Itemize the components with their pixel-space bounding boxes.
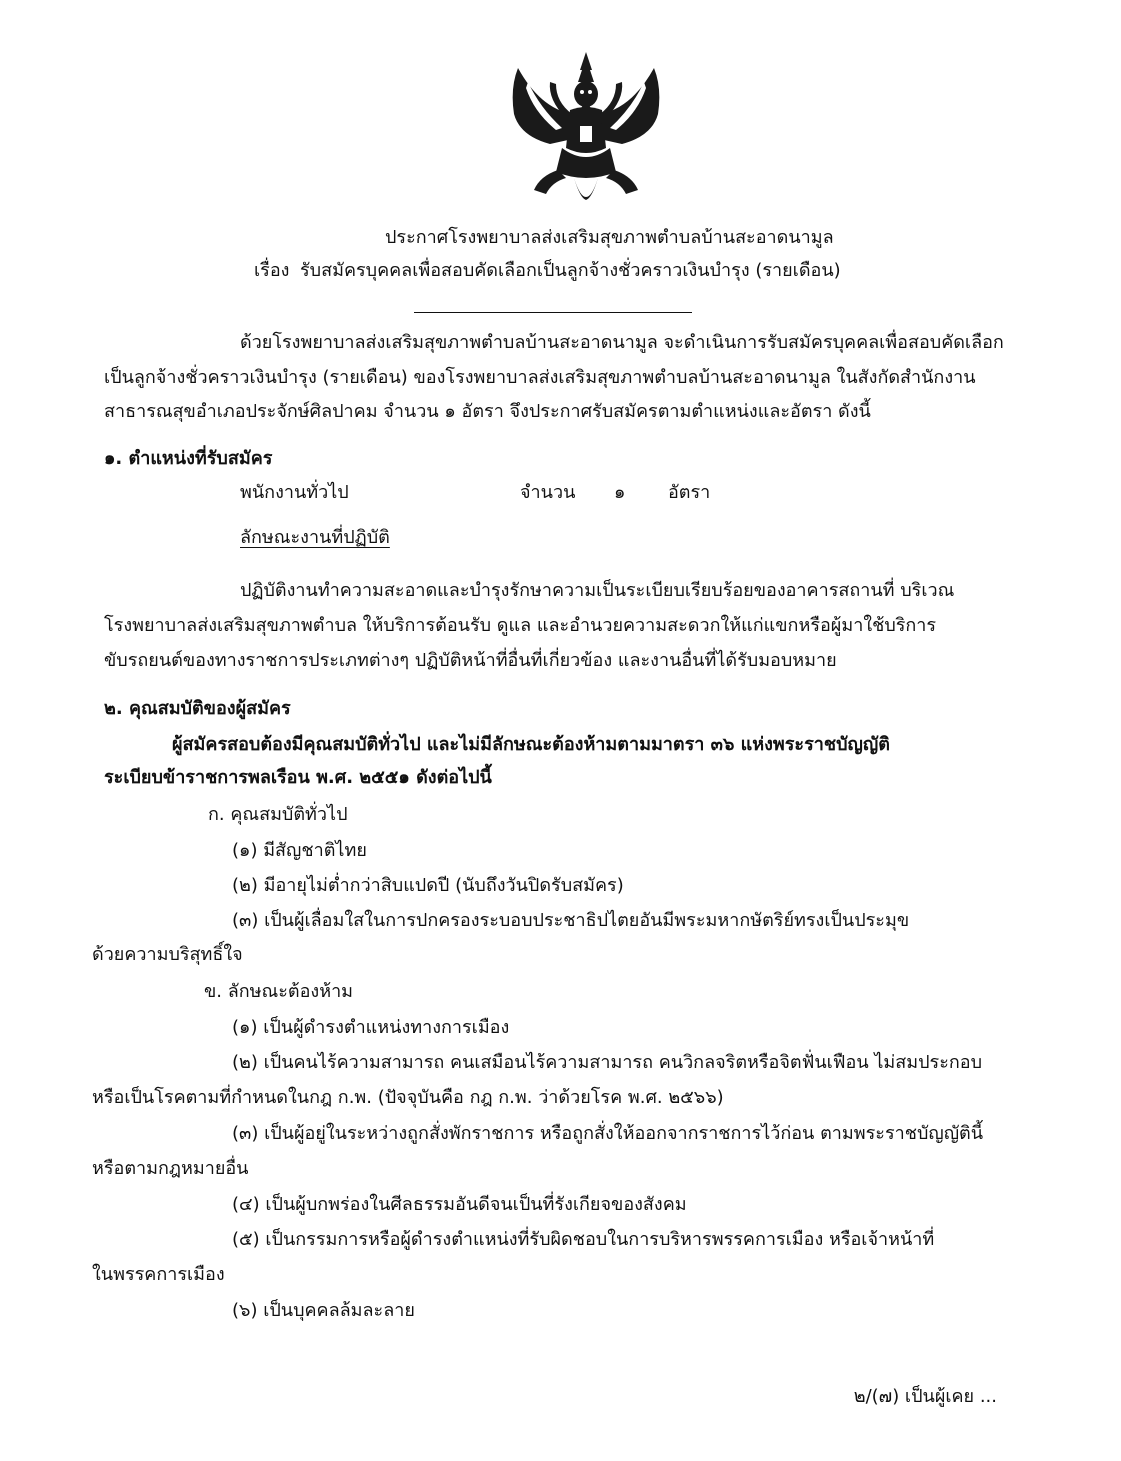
duties-line-3: ขับรถยนต์ของทางราชการประเภทต่างๆ ปฏิบัติหน้าที่อื่นที่เกี่ยวข้อง และงานอื่นที่ได้รับมอบหมาย — [104, 650, 837, 671]
prohibited-item-3: (๓) เป็นผู้อยู่ในระหว่างถูกสั่งพักราชการ หรือถูกสั่งให้ออกจากราชการไว้ก่อน ตามพระราชบัญญัตินี้ — [232, 1123, 984, 1144]
intro-line-1: ด้วยโรงพยาบาลส่งเสริมสุขภาพตำบลบ้านสะอาดนามูล จะดำเนินการรับสมัครบุคคลเพื่อสอบคัดเลือก — [240, 332, 1004, 353]
prohibited-item-5: (๕) เป็นกรรมการหรือผู้ดำรงตำแหน่งที่รับผิดชอบในการบริหารพรรคการเมือง หรือเจ้าหน้าที่ — [232, 1229, 935, 1250]
prohibited-item-2-cont: หรือเป็นโรคตามที่กำหนดในกฎ ก.พ. (ปัจจุบันคือ กฎ ก.พ. ว่าด้วยโรค พ.ศ. ๒๕๖๖) — [92, 1087, 724, 1108]
prohibited-item-6: (๖) เป็นบุคคลล้มละลาย — [232, 1300, 415, 1321]
prohibited-item-1: (๑) เป็นผู้ดำรงตำแหน่งทางการเมือง — [232, 1017, 510, 1038]
prohibited-item-5-cont: ในพรรคการเมือง — [92, 1264, 225, 1285]
general-item-1: (๑) มีสัญชาติไทย — [232, 840, 367, 861]
prohibited-heading: ข. ลักษณะต้องห้าม — [204, 981, 354, 1002]
page-continuation: ๒/(๗) เป็นผู้เคย ... — [853, 1386, 997, 1407]
position-unit: อัตรา — [668, 482, 711, 503]
duties-heading: ลักษณะงานที่ปฏิบัติ — [240, 527, 390, 548]
garuda-emblem-icon — [500, 48, 672, 218]
general-item-3: (๓) เป็นผู้เลื่อมใสในการปกครองระบอบประชาธิปไตยอันมีพระมหากษัตริย์ทรงเป็นประมุข — [232, 910, 910, 931]
subject-label: เรื่อง — [254, 260, 290, 281]
prohibited-item-4: (๔) เป็นผู้บกพร่องในศีลธรรมอันดีจนเป็นที่รังเกียจของสังคม — [232, 1194, 687, 1215]
prohibited-item-2: (๒) เป็นคนไร้ความสามารถ คนเสมือนไร้ความสามารถ คนวิกลจริตหรือจิตฟั่นเฟือน ไม่สมประกอบ — [232, 1052, 983, 1073]
announcement-title: ประกาศโรงพยาบาลส่งเสริมสุขภาพตำบลบ้านสะอาดนามูล — [385, 227, 834, 248]
general-qualifications-heading: ก. คุณสมบัติทั่วไป — [208, 804, 348, 825]
duties-line-1: ปฏิบัติงานทำความสะอาดและบำรุงรักษาความเป็นระเบียบเรียบร้อยของอาคารสถานที่ บริเวณ — [240, 580, 955, 601]
announcement-subject: รับสมัครบุคคลเพื่อสอบคัดเลือกเป็นลูกจ้างชั่วคราวเงินบำรุง (รายเดือน) — [300, 260, 841, 281]
intro-line-2: เป็นลูกจ้างชั่วคราวเงินบำรุง (รายเดือน) ของโรงพยาบาลส่งเสริมสุขภาพตำบลบ้านสะอาดนามูล ในสังกัดสำนักงาน — [104, 367, 976, 388]
position-name: พนักงานทั่วไป — [240, 482, 349, 503]
section-1-heading: ๑. ตำแหน่งที่รับสมัคร — [104, 448, 273, 469]
general-item-3-cont: ด้วยความบริสุทธิ์ใจ — [92, 944, 243, 965]
position-count-label: จำนวน — [520, 482, 576, 503]
intro-line-3: สาธารณสุขอำเภอประจักษ์ศิลปาคม จำนวน ๑ อัตรา จึงประกาศรับสมัครตามตำแหน่งและอัตรา ดังนี้ — [104, 401, 871, 422]
prohibited-item-3-cont: หรือตามกฎหมายอื่น — [92, 1158, 249, 1179]
general-item-2: (๒) มีอายุไม่ต่ำกว่าสิบแปดปี (นับถึงวันปิดรับสมัคร) — [232, 875, 624, 896]
qualification-lead-2: ระเบียบข้าราชการพลเรือน พ.ศ. ๒๕๕๑ ดังต่อไปนี้ — [104, 767, 492, 788]
title-divider — [414, 312, 692, 313]
position-count: ๑ — [614, 482, 626, 503]
qualification-lead-1: ผู้สมัครสอบต้องมีคุณสมบัติทั่วไป และไม่มีลักษณะต้องห้ามตามมาตรา ๓๖ แห่งพระราชบัญญัติ — [172, 734, 890, 755]
duties-line-2: โรงพยาบาลส่งเสริมสุขภาพตำบล ให้บริการต้อนรับ ดูแล และอำนวยความสะดวกให้แก่แขกหรือผู้มาใช้บริการ — [104, 615, 937, 636]
section-2-heading: ๒. คุณสมบัติของผู้สมัคร — [104, 698, 291, 719]
